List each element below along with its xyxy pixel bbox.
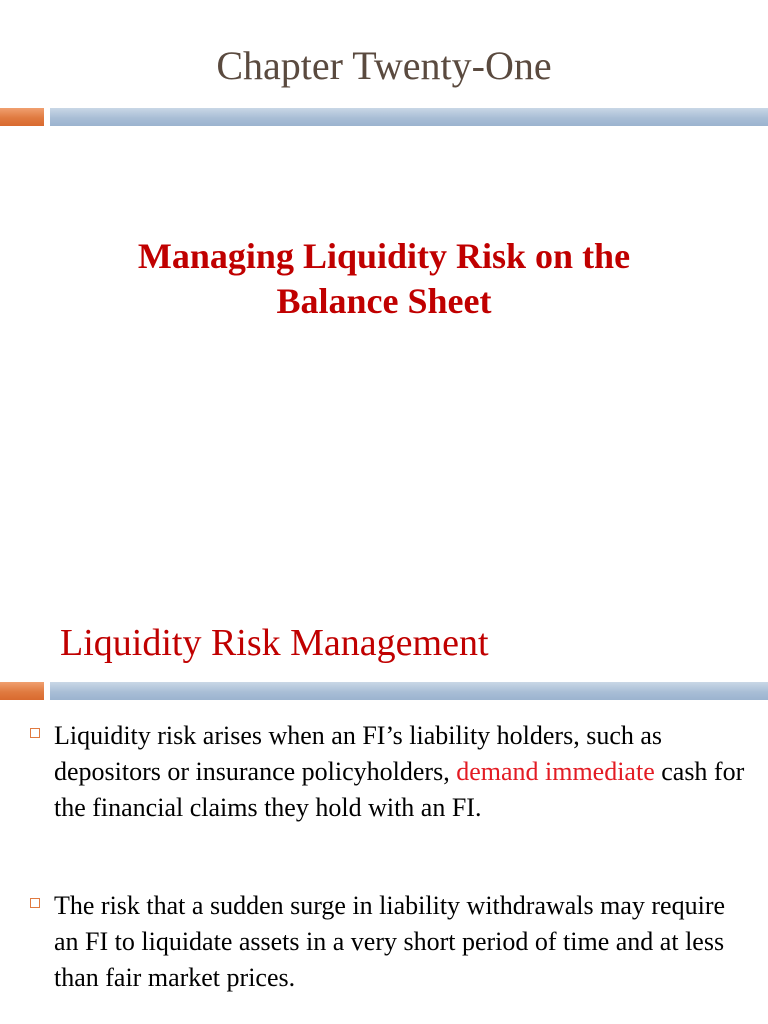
bullet-text bbox=[54, 718, 750, 826]
slide-liquidity-risk-management bbox=[0, 512, 768, 1024]
divider-accent-orange bbox=[0, 682, 44, 700]
subtitle-line-1: Managing Liquidity Risk on the bbox=[137, 236, 631, 276]
bullet-item bbox=[30, 888, 750, 996]
divider-accent-orange bbox=[0, 108, 44, 126]
title-divider-bar bbox=[0, 106, 768, 128]
slide-title: Liquidity Risk Management bbox=[60, 622, 489, 664]
bullet-text-part: cash for the financial claims they hold with an FI. bbox=[54, 757, 745, 822]
divider-accent-blue bbox=[50, 108, 768, 126]
chapter-title: Chapter Twenty-One bbox=[216, 43, 552, 88]
bullet-text: The risk that a sudden surge in liability withdrawals may require an FI to liquidate assets in a very short period of time and at less than fair market prices. bbox=[54, 891, 726, 992]
bullet-item bbox=[30, 718, 750, 826]
chapter-subtitle bbox=[0, 234, 768, 324]
bullet-text-part: Liquidity risk arises when an FI’s liability holders, such as depositors or insurance policyholders, bbox=[54, 721, 663, 786]
subtitle-line-2: Balance Sheet bbox=[276, 281, 492, 321]
square-bullet-icon bbox=[30, 898, 40, 908]
title-divider-bar bbox=[0, 680, 768, 702]
square-bullet-icon bbox=[30, 728, 40, 738]
divider-accent-blue bbox=[50, 682, 768, 700]
bullet-highlight: demand immediate bbox=[456, 757, 655, 786]
